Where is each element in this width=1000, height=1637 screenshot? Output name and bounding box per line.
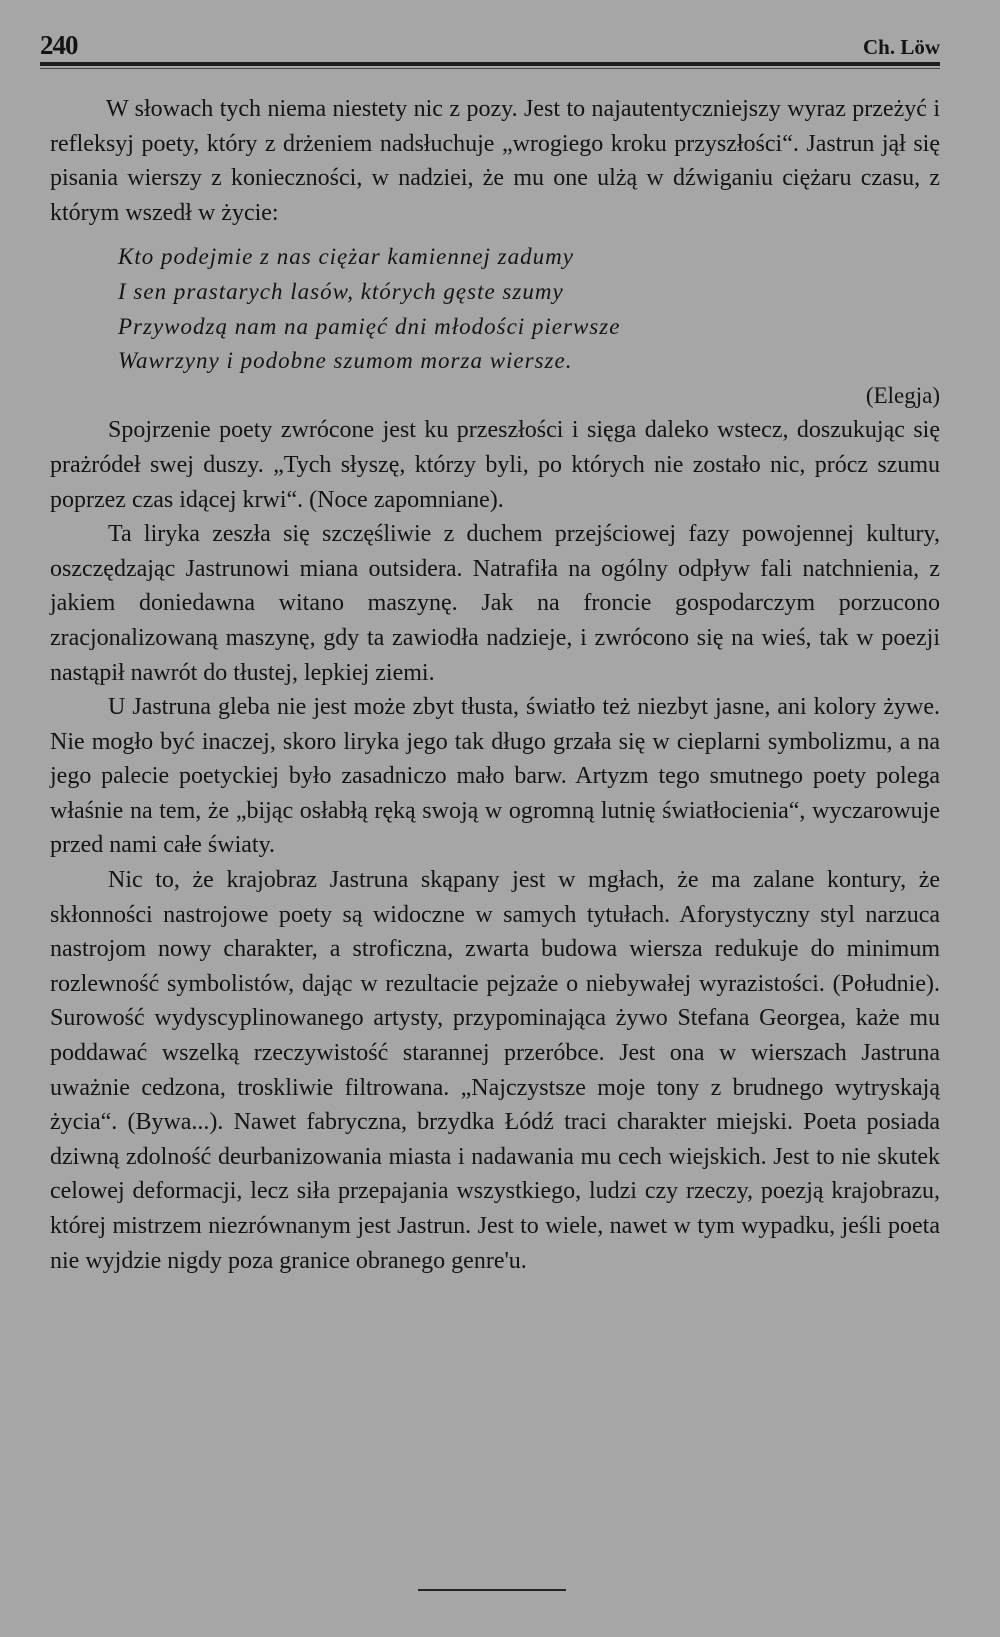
poem-line-3: Przywodzą nam na pamięć dni młodości pierwsze: [118, 313, 621, 339]
page-number: 240: [40, 30, 78, 60]
poem-line-1: Kto podejmie z nas ciężar kamiennej zadumy: [118, 244, 574, 270]
running-head-author: Ch. Löw: [862, 35, 940, 59]
paragraph-3: Ta liryka zeszła się szczęśliwie z duchem przejściowej fazy powojennej kultury, oszczędzając Jastrunowi miana outsidera. Natrafiła na ogólny odpływ fali natchnienia, z jakiem doniedawna witano maszynę. Jak na froncie gospodarczym porzucono zracjonalizowaną maszynę, gdy ta zawiodła nadzieje, i zwrócono się na wieś, tak w poezji nastąpił nawrót do tłustej, lepkiej ziemi.: [50, 521, 940, 686]
running-header: [40, 20, 940, 60]
article-body: [50, 92, 940, 1278]
paragraph-5: Nic to, że krajobraz Jastruna skąpany jest w mgłach, że ma zalane kontury, że skłonności nastrojowe poety są widoczne w samych tytułach. Aforystyczny styl narzuca nastrojom nowy charakter, a stroficzna, zwarta budowa wiersza redukuje do minimum rozlewność symbolistów, dając w rezultacie pejzaże o niebywałej wyrazistości. (Południe). Surowość wydyscyplinowanego artysty, przypominająca żywo Stefana Georgea, każe mu poddawać wszelką rzeczywistość starannej przeróbce. Jest ona w wierszach Jastruna uważnie cedzona, troskliwie filtrowana. „Najczystsze moje tony z brudnego wytryskają życia“. (Bywa...). Nawet fabryczna, brzydka Łódź traci charakter miejski. Poeta posiada dziwną zdolność deurbanizowania miasta i nadawania mu cech wiejskich. Jest to nie skutek celowej deformacji, lecz siła przepajania wszystkiego, ludzi czy rzeczy, poezją krajobrazu, której mistrzem niezrównanym jest Jastrun. Jest to wiele, nawet w tym wypadku, jeśli poeta nie wyjdzie nigdy poza granice obranego genre'u.: [50, 867, 940, 1274]
paragraph-1: W słowach tych niema niestety nic z pozy. Jest to najautentyczniejszy wyraz przeżyć i refleksyj poety, który z drżeniem nadsłuchuje „wrogiego kroku przyszłości“. Jastrun jął się pisania wierszy z konieczności, w nadziei, że mu one ulżą w dźwiganiu ciężaru czasu, z którym wszedł w życie:: [50, 96, 940, 226]
paragraph-4: U Jastruna gleba nie jest może zbyt tłusta, światło też niezbyt jasne, ani kolory żywe. Nie mogło być inaczej, skoro liryka jego tak długo grzała się w cieplarni symbolizmu, a na jego palecie poetyckiej było zasadniczo mało barw. Artyzm tego smutnego poety polega właśnie na tem, że „bijąc osłabłą ręką swoją w ogromną lutnię światłocienia“, wyczarowuje przed nami całe światy.: [50, 694, 940, 859]
poem-line-4: Wawrzyny i podobne szumom morza wiersze.: [118, 348, 573, 374]
poem-line-2: I sen prastarych lasów, których gęste szumy: [118, 278, 564, 304]
poem-source: (Elegja): [865, 382, 940, 408]
header-rule-thin: [40, 68, 940, 69]
poem-quote: [118, 240, 940, 378]
end-rule: [418, 1589, 566, 1591]
paragraph-2: Spojrzenie poety zwrócone jest ku przeszłości i sięga daleko wstecz, doszukując się prażródeł swej duszy. „Tych słyszę, którzy byli, po których nie zostało nic, prócz szumu poprzez czas idącej krwi“. (Noce zapomniane).: [50, 417, 940, 513]
header-rule: [40, 62, 940, 66]
